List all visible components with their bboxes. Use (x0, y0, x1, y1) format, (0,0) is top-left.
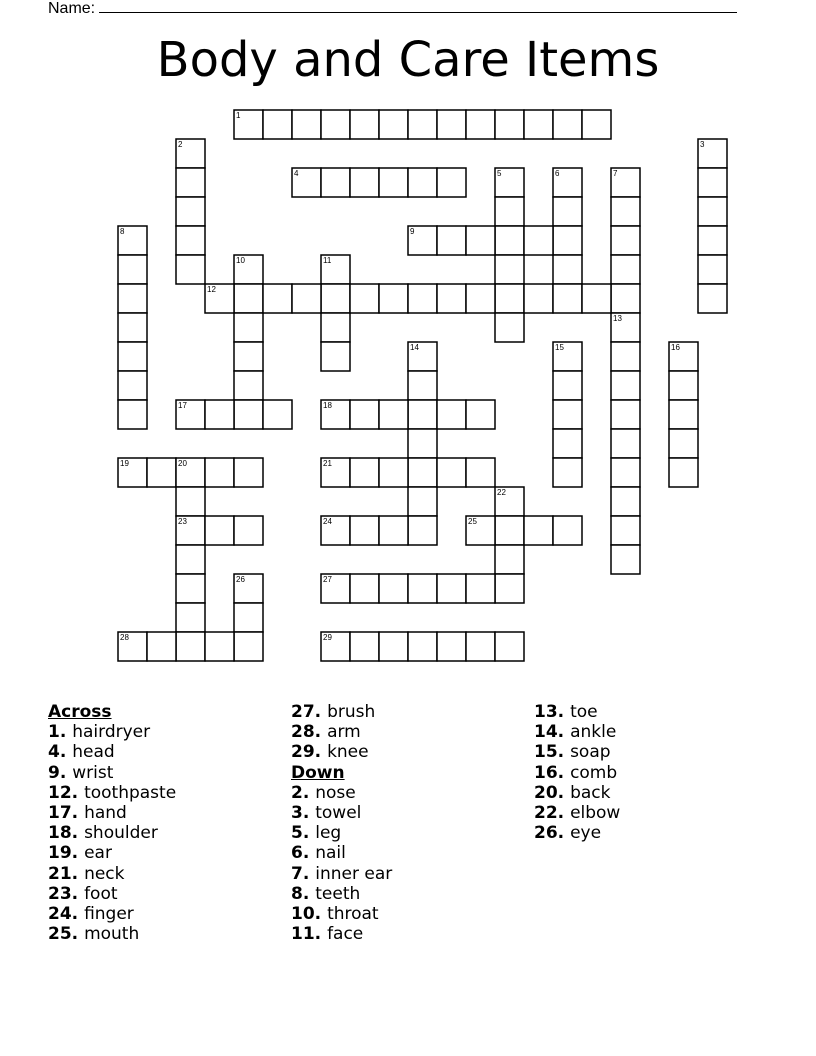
grid-cell[interactable] (234, 632, 263, 661)
cell-number: 12 (207, 285, 216, 294)
clue-answer: foot (84, 883, 118, 904)
grid-cell[interactable] (669, 429, 698, 458)
grid-cell[interactable] (553, 516, 582, 545)
name-field[interactable] (48, 0, 737, 18)
grid-cell[interactable] (379, 284, 408, 313)
grid-cell[interactable] (118, 313, 147, 342)
grid-cell[interactable] (321, 458, 350, 487)
grid-cell[interactable] (350, 400, 379, 429)
cell-number: 17 (178, 401, 187, 410)
across-clue (48, 924, 176, 944)
grid-cell[interactable] (234, 400, 263, 429)
clue-number: 8 . (291, 884, 315, 904)
across-heading: Across (48, 702, 112, 722)
grid-cell[interactable] (408, 342, 437, 371)
across-clue (48, 864, 176, 884)
across-clue (48, 803, 176, 823)
grid-cell[interactable] (466, 400, 495, 429)
grid-cell[interactable] (176, 400, 205, 429)
grid-cell[interactable] (350, 110, 379, 139)
grid-cell[interactable] (553, 429, 582, 458)
grid-cell[interactable] (698, 226, 727, 255)
cell-number: 28 (120, 633, 129, 642)
grid-cell[interactable] (292, 284, 321, 313)
across-clue (48, 823, 176, 843)
grid-cell[interactable] (321, 632, 350, 661)
clue-answer: toe (570, 702, 598, 722)
grid-cell[interactable] (292, 110, 321, 139)
down-clue (291, 783, 392, 803)
grid-cell[interactable] (466, 574, 495, 603)
grid-cell[interactable] (495, 487, 524, 516)
clue-answer: back (570, 782, 611, 803)
grid-cell[interactable] (408, 168, 437, 197)
clue-number: 5 . (291, 823, 315, 843)
grid-cell[interactable] (379, 632, 408, 661)
clue-number: 26 . (534, 823, 570, 843)
grid-cell[interactable] (408, 371, 437, 400)
grid-cell[interactable] (408, 516, 437, 545)
grid-cell[interactable] (205, 516, 234, 545)
grid-cell[interactable] (379, 110, 408, 139)
grid-cell[interactable] (611, 284, 640, 313)
grid-cell[interactable] (321, 342, 350, 371)
grid-cell[interactable] (669, 458, 698, 487)
page-title: Body and Care Items (156, 32, 660, 88)
grid-cell[interactable] (495, 313, 524, 342)
clue-answer: face (327, 924, 364, 945)
cell-number: 4 (294, 169, 299, 178)
clue-answer: ankle (570, 722, 617, 743)
clue-number: 24 . (48, 904, 84, 924)
clue-column-1 (48, 702, 176, 944)
grid-cell[interactable] (611, 168, 640, 197)
down-clue (291, 803, 392, 823)
across-clue (48, 763, 176, 783)
grid-cell[interactable] (321, 255, 350, 284)
clue-number: 9 . (48, 763, 72, 783)
grid-cell[interactable] (495, 545, 524, 574)
clue-answer: mouth (84, 924, 140, 945)
cell-number: 1 (236, 111, 241, 120)
grid-cell[interactable] (350, 516, 379, 545)
clue-number: 16 . (534, 763, 570, 783)
clue-answer: comb (570, 762, 618, 783)
grid-cell[interactable] (408, 574, 437, 603)
cell-number: 27 (323, 575, 332, 584)
clue-answer: teeth (315, 883, 361, 904)
cell-number: 13 (613, 314, 622, 323)
grid-cell[interactable] (611, 226, 640, 255)
grid-cell[interactable] (408, 487, 437, 516)
grid-cell[interactable] (611, 255, 640, 284)
grid-cell[interactable] (321, 284, 350, 313)
grid-cell[interactable] (495, 284, 524, 313)
grid-cell[interactable] (524, 516, 553, 545)
clue-answer: head (72, 742, 115, 763)
grid-cell[interactable] (495, 226, 524, 255)
clue-answer: hairdryer (72, 722, 151, 743)
grid-cell[interactable] (176, 545, 205, 574)
grid-cell[interactable] (466, 516, 495, 545)
grid-cell[interactable] (437, 284, 466, 313)
cell-number: 3 (700, 140, 705, 149)
grid-cell[interactable] (553, 400, 582, 429)
clue-number: 15 . (534, 742, 570, 762)
grid-cell[interactable] (408, 400, 437, 429)
grid-cell[interactable] (466, 284, 495, 313)
grid-cell[interactable] (118, 342, 147, 371)
down-clue (534, 702, 620, 722)
cell-number: 2 (178, 140, 183, 149)
grid-cell[interactable] (379, 516, 408, 545)
grid-cell[interactable] (234, 342, 263, 371)
grid-cell[interactable] (176, 458, 205, 487)
grid-cell[interactable] (611, 371, 640, 400)
grid-cell[interactable] (263, 400, 292, 429)
grid-cell[interactable] (698, 197, 727, 226)
cell-number: 24 (323, 517, 332, 526)
grid-cell[interactable] (205, 400, 234, 429)
grid-cell[interactable] (495, 168, 524, 197)
grid-cell[interactable] (379, 574, 408, 603)
grid-cell[interactable] (611, 458, 640, 487)
clue-number: 23 . (48, 884, 84, 904)
cell-number: 16 (671, 343, 680, 352)
down-clue (291, 924, 392, 944)
grid-cell[interactable] (437, 632, 466, 661)
clue-number: 29 . (291, 742, 327, 762)
clue-number: 28 . (291, 722, 327, 742)
grid-cell[interactable] (321, 313, 350, 342)
grid-cell[interactable] (350, 168, 379, 197)
grid-cell[interactable] (118, 458, 147, 487)
grid-cell[interactable] (553, 197, 582, 226)
grid-cell[interactable] (611, 545, 640, 574)
clue-number: 20 . (534, 783, 570, 803)
grid-cell[interactable] (437, 110, 466, 139)
clue-answer: leg (315, 823, 342, 844)
clue-answer: nail (315, 843, 346, 864)
grid-cell[interactable] (234, 458, 263, 487)
grid-cell[interactable] (176, 603, 205, 632)
grid-cell[interactable] (495, 516, 524, 545)
down-clue (534, 783, 620, 803)
grid-cell[interactable] (234, 516, 263, 545)
grid-cell[interactable] (176, 197, 205, 226)
grid-cell[interactable] (582, 110, 611, 139)
clue-column-2 (291, 702, 392, 944)
grid-cell[interactable] (176, 226, 205, 255)
cell-number: 10 (236, 256, 245, 265)
grid-cell[interactable] (118, 226, 147, 255)
grid-cell[interactable] (176, 632, 205, 661)
grid-cell[interactable] (611, 429, 640, 458)
across-clue (48, 904, 176, 924)
clue-number: 18 . (48, 823, 84, 843)
grid-cell[interactable] (408, 284, 437, 313)
grid-cell[interactable] (553, 110, 582, 139)
grid-cell[interactable] (118, 400, 147, 429)
grid-cell[interactable] (176, 168, 205, 197)
grid-cell[interactable] (524, 284, 553, 313)
clue-answer: soap (570, 742, 611, 763)
grid-cell[interactable] (176, 139, 205, 168)
clue-column-3 (534, 702, 620, 843)
cell-number: 9 (410, 227, 415, 236)
clue-number: 7 . (291, 864, 315, 884)
cell-number: 5 (497, 169, 502, 178)
clue-answer: throat (327, 904, 379, 925)
grid-cell[interactable] (234, 313, 263, 342)
grid-cell[interactable] (118, 255, 147, 284)
down-clue (534, 803, 620, 823)
cell-number: 7 (613, 169, 618, 178)
grid-cell[interactable] (408, 226, 437, 255)
clue-answer: toothpaste (84, 782, 177, 803)
down-clue (534, 742, 620, 762)
grid-cell[interactable] (669, 371, 698, 400)
grid-cell[interactable] (292, 168, 321, 197)
grid-cell[interactable] (147, 458, 176, 487)
name-label: Name: (48, 0, 96, 17)
grid-cell[interactable] (495, 255, 524, 284)
grid-cell[interactable] (263, 284, 292, 313)
grid-cell[interactable] (321, 400, 350, 429)
clue-number: 3 . (291, 803, 315, 823)
grid-cell[interactable] (205, 284, 234, 313)
grid-cell[interactable] (408, 632, 437, 661)
clue-number: 1 . (48, 722, 72, 742)
down-clue (291, 843, 392, 863)
grid-cell[interactable] (437, 574, 466, 603)
grid-cell[interactable] (611, 342, 640, 371)
grid-cell[interactable] (553, 255, 582, 284)
grid-cell[interactable] (495, 110, 524, 139)
grid-cell[interactable] (611, 313, 640, 342)
down-clue (291, 884, 392, 904)
cell-number: 14 (410, 343, 419, 352)
grid-cell[interactable] (698, 255, 727, 284)
grid-cell[interactable] (524, 226, 553, 255)
across-clue (48, 783, 176, 803)
grid-cell[interactable] (611, 516, 640, 545)
grid-cell[interactable] (350, 574, 379, 603)
clue-answer: finger (84, 904, 134, 925)
down-clue (534, 823, 620, 843)
grid-cell[interactable] (611, 400, 640, 429)
grid-cell[interactable] (495, 632, 524, 661)
grid-cell[interactable] (698, 284, 727, 313)
grid-cell[interactable] (321, 516, 350, 545)
grid-cell[interactable] (234, 110, 263, 139)
grid-cell[interactable] (466, 632, 495, 661)
down-clue (534, 722, 620, 742)
grid-cell[interactable] (466, 458, 495, 487)
clue-answer: eye (570, 823, 602, 844)
clue-number: 6 . (291, 843, 315, 863)
grid-cell[interactable] (176, 487, 205, 516)
down-clue (291, 823, 392, 843)
clue-number: 22 . (534, 803, 570, 823)
grid-cell[interactable] (611, 197, 640, 226)
clue-number: 2 . (291, 783, 315, 803)
grid-cell[interactable] (118, 371, 147, 400)
grid-cell[interactable] (408, 458, 437, 487)
across-clue (291, 702, 392, 722)
clue-number: 10 . (291, 904, 327, 924)
grid-cell[interactable] (553, 342, 582, 371)
cell-number: 6 (555, 169, 560, 178)
down-heading: Down (291, 762, 345, 783)
grid-cell[interactable] (234, 255, 263, 284)
clue-number: 14 . (534, 722, 570, 742)
across-clue (48, 722, 176, 742)
grid-cell[interactable] (118, 284, 147, 313)
clue-answer: neck (84, 863, 125, 884)
clue-answer: brush (327, 702, 376, 722)
grid-cell[interactable] (234, 371, 263, 400)
cell-number: 29 (323, 633, 332, 642)
grid-cell[interactable] (321, 110, 350, 139)
grid-cell[interactable] (553, 284, 582, 313)
clue-number: 21 . (48, 864, 84, 884)
cell-number: 21 (323, 459, 332, 468)
down-clue (291, 864, 392, 884)
grid-cell[interactable] (350, 458, 379, 487)
clue-number: 19 . (48, 843, 84, 863)
across-clue (48, 843, 176, 863)
grid-cell[interactable] (437, 400, 466, 429)
clue-number: 12 . (48, 783, 84, 803)
grid-cell[interactable] (205, 458, 234, 487)
across-clue (291, 722, 392, 742)
grid-cell[interactable] (263, 110, 292, 139)
clue-answer: ear (84, 843, 112, 864)
across-clue (48, 884, 176, 904)
cell-number: 15 (555, 343, 564, 352)
grid-cell[interactable] (553, 226, 582, 255)
name-blank-line[interactable] (99, 0, 737, 13)
cell-number: 22 (497, 488, 506, 497)
grid-cell[interactable] (466, 110, 495, 139)
grid-cell[interactable] (553, 371, 582, 400)
grid-cell[interactable] (350, 632, 379, 661)
grid-cell[interactable] (611, 487, 640, 516)
clue-answer: arm (327, 722, 361, 743)
grid-cell[interactable] (553, 458, 582, 487)
cell-number: 11 (323, 256, 332, 265)
clue-answer: towel (315, 803, 362, 824)
grid-cell[interactable] (466, 226, 495, 255)
grid-cell[interactable] (176, 255, 205, 284)
grid-cell[interactable] (524, 110, 553, 139)
grid-cell[interactable] (234, 603, 263, 632)
clue-number: 25 . (48, 924, 84, 944)
grid-cell[interactable] (176, 574, 205, 603)
grid-cell[interactable] (379, 168, 408, 197)
grid-cell[interactable] (321, 168, 350, 197)
grid-cell[interactable] (582, 284, 611, 313)
across-clue (291, 742, 392, 762)
down-clue (291, 904, 392, 924)
grid-cell[interactable] (408, 429, 437, 458)
cell-number: 18 (323, 401, 332, 410)
clue-number: 13 . (534, 702, 570, 722)
grid-cell[interactable] (176, 516, 205, 545)
grid-cell[interactable] (379, 400, 408, 429)
clue-answer: nose (315, 782, 356, 803)
cell-number: 8 (120, 227, 125, 236)
clue-number: 17 . (48, 803, 84, 823)
cell-number: 19 (120, 459, 129, 468)
clue-answer: inner ear (315, 863, 393, 884)
grid-cell[interactable] (118, 632, 147, 661)
grid-cell[interactable] (437, 168, 466, 197)
down-clue (534, 763, 620, 783)
grid-cell[interactable] (205, 632, 234, 661)
grid-cell[interactable] (495, 197, 524, 226)
clue-number: 11 . (291, 924, 327, 944)
grid-cell[interactable] (408, 110, 437, 139)
grid-cell[interactable] (234, 284, 263, 313)
grid-cell[interactable] (321, 574, 350, 603)
grid-cell[interactable] (698, 139, 727, 168)
clue-answer: shoulder (84, 823, 158, 844)
clue-answer: hand (84, 803, 127, 824)
clue-answer: knee (327, 742, 369, 763)
clue-answer: elbow (570, 803, 621, 824)
grid-cell[interactable] (553, 168, 582, 197)
clue-number: 27 . (291, 702, 327, 722)
grid-cell[interactable] (698, 168, 727, 197)
grid-cell[interactable] (437, 226, 466, 255)
grid-cell[interactable] (669, 400, 698, 429)
clue-answer: wrist (72, 762, 114, 783)
grid-cell[interactable] (437, 458, 466, 487)
grid-cell[interactable] (234, 574, 263, 603)
grid-cell[interactable] (495, 574, 524, 603)
cell-number: 25 (468, 517, 477, 526)
grid-cell[interactable] (350, 284, 379, 313)
grid-cell[interactable] (147, 632, 176, 661)
cell-number: 26 (236, 575, 245, 584)
cell-number: 20 (178, 459, 187, 468)
across-clue (48, 742, 176, 762)
grid-cell[interactable] (379, 458, 408, 487)
clue-number: 4 . (48, 742, 72, 762)
cell-number: 23 (178, 517, 187, 526)
grid-cell[interactable] (669, 342, 698, 371)
